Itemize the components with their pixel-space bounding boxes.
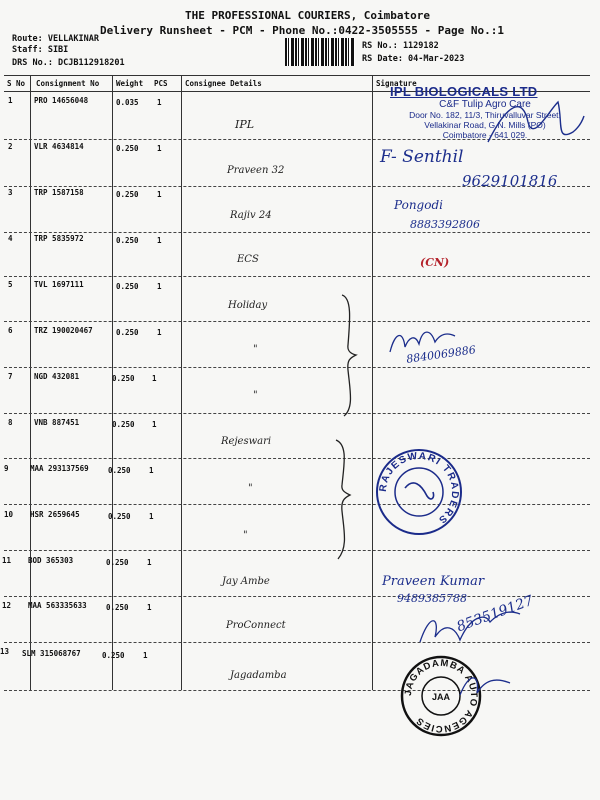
- col-header-sno: S No: [7, 79, 26, 88]
- row-consignee: ": [253, 390, 258, 401]
- row-weight: 0.250: [112, 374, 135, 383]
- row-consignee: ECS: [237, 254, 259, 265]
- row-pcs: 1: [149, 512, 154, 521]
- row-sno: 13: [0, 647, 10, 656]
- signature-row11-phone: 9489385788: [397, 592, 467, 605]
- row-sno: 6: [8, 326, 13, 335]
- row-consignee: ": [243, 530, 248, 541]
- signature-row2-name: F- Senthil: [380, 147, 464, 167]
- row-consignment-no: TRP 5835972: [34, 234, 84, 243]
- row-divider: [4, 596, 590, 597]
- row-weight: 0.250: [116, 144, 139, 153]
- stamp-line: C&F Tulip Agro Care: [439, 99, 531, 110]
- row-pcs: 1: [157, 144, 162, 153]
- row-divider: [4, 232, 590, 233]
- row-consignment-no: TRZ 190020467: [34, 326, 93, 335]
- row-consignment-no: MAA 563335633: [28, 601, 87, 610]
- col-header-pcs: PCS: [154, 79, 168, 88]
- row-consignee: Rejeswari: [221, 436, 272, 447]
- signature-scribble-icon: [478, 92, 588, 157]
- row-pcs: 1: [147, 603, 152, 612]
- row-weight: 0.250: [116, 282, 139, 291]
- staff-label: Staff: SIBI: [12, 45, 69, 55]
- row-consignee: Rajiv 24: [230, 210, 272, 221]
- company-title: THE PROFESSIONAL COURIERS, Coimbatore: [185, 9, 431, 22]
- row-sno: 3: [8, 188, 13, 197]
- row-divider: [4, 550, 590, 551]
- row-sno: 5: [8, 280, 13, 289]
- row-pcs: 1: [157, 236, 162, 245]
- barcode-image: [285, 38, 355, 66]
- row-pcs: 1: [157, 98, 162, 107]
- group-bracket-icon: [330, 290, 360, 420]
- row-divider: [4, 413, 590, 414]
- row-divider: [4, 504, 590, 505]
- row-consignment-no: MAA 293137569: [30, 464, 89, 473]
- drs-label: DRS No.: DCJB112918201: [12, 58, 125, 68]
- row-sno: 2: [8, 142, 13, 151]
- row-consignment-no: VLR 4634814: [34, 142, 84, 151]
- rs-date-label: RS Date: 04-Mar-2023: [362, 54, 465, 64]
- row-consignment-no: BOD 365303: [28, 556, 74, 565]
- row-sno: 1: [8, 96, 13, 105]
- row-consignment-no: SLM 315068767: [22, 649, 81, 658]
- row-weight: 0.250: [116, 236, 139, 245]
- row-consignee: ": [253, 344, 258, 355]
- row-weight: 0.250: [112, 420, 135, 429]
- row-pcs: 1: [157, 328, 162, 337]
- row-sno: 10: [4, 510, 14, 519]
- route-label: Route: VELLAKINAR: [12, 34, 99, 44]
- rajeswari-round-stamp: [375, 448, 463, 536]
- row-weight: 0.250: [116, 328, 139, 337]
- table-top-rule: [4, 75, 590, 76]
- row-divider: [4, 367, 590, 368]
- stamp-line: Door No. 182, 11/3, Thiruvalluvar Street,: [409, 110, 561, 120]
- row-divider: [4, 276, 590, 277]
- row-consignment-no: HSR 2659645: [30, 510, 80, 519]
- row-divider: [4, 458, 590, 459]
- col-header-consignment: Consignment No: [36, 79, 100, 88]
- row-consignee: Jay Ambe: [222, 576, 270, 587]
- stamp-company-name: IPL BIOLOGICALS LTD: [390, 84, 538, 99]
- runsheet-subtitle: Delivery Runsheet - PCM - Phone No.:0422-3505555 - Page No.:1: [100, 24, 504, 37]
- row-pcs: 1: [147, 558, 152, 567]
- row-weight: 0.250: [102, 651, 125, 660]
- row-consignment-no: TVL 1697111: [34, 280, 84, 289]
- row-consignment-no: NGD 432081: [34, 372, 80, 381]
- col-divider: [30, 76, 31, 690]
- signature-row6-phone: 8840069886: [405, 343, 477, 366]
- row-consignee: Praveen 32: [227, 165, 285, 176]
- row-sno: 12: [2, 601, 12, 610]
- signature-row2-phone: 9629101816: [462, 172, 558, 190]
- col-header-consignee: Consignee Details: [185, 79, 262, 88]
- signature-scribble-icon: [455, 665, 515, 705]
- signature-row3-phone: 8883392806: [410, 218, 480, 231]
- jagadamba-stamp-center: JAA: [431, 692, 451, 702]
- signature-row4-mark: (CN): [420, 256, 450, 269]
- jagadamba-stamp-text: JAGADAMBA AUTO AGENCIES: [402, 657, 480, 735]
- signature-row3-name: Pongodi: [394, 198, 443, 212]
- row-sno: 8: [8, 418, 13, 427]
- col-header-signature: Signature: [376, 79, 417, 88]
- row-sno: 7: [8, 372, 13, 381]
- row-consignee: ProConnect: [226, 620, 286, 631]
- col-divider: [112, 76, 113, 690]
- rs-no-label: RS No.: 1129182: [362, 41, 439, 51]
- rajeswari-stamp-text: RAJESWARI TRADERS: [377, 450, 461, 526]
- row-consignee: Jagadamba: [230, 670, 287, 681]
- row-pcs: 1: [143, 651, 148, 660]
- row-divider: [4, 321, 590, 322]
- row-consignment-no: PRO 14656048: [34, 96, 89, 105]
- stamp-line: Vellakinar Road, G.N. Mills (PO): [424, 120, 546, 130]
- stamp-line: Coimbatore - 641 029.: [442, 130, 528, 140]
- row-pcs: 1: [152, 374, 157, 383]
- row-consignee: IPL: [235, 118, 255, 131]
- row-weight: 0.250: [106, 558, 129, 567]
- row-weight: 0.250: [108, 512, 131, 521]
- row-consignee: Holiday: [228, 300, 268, 311]
- row-sno: 11: [2, 556, 12, 565]
- col-header-weight: Weight: [116, 79, 144, 88]
- row-weight: 0.250: [106, 603, 129, 612]
- row-sno: 4: [8, 234, 13, 243]
- group-bracket-icon: [330, 435, 360, 565]
- col-divider: [372, 76, 373, 690]
- row-weight: 0.250: [108, 466, 131, 475]
- row-pcs: 1: [157, 190, 162, 199]
- row-pcs: 1: [157, 282, 162, 291]
- row-sno: 9: [4, 464, 9, 473]
- row-consignment-no: VNB 887451: [34, 418, 80, 427]
- row-consignment-no: TRP 1587158: [34, 188, 84, 197]
- col-divider: [181, 76, 182, 690]
- row-pcs: 1: [152, 420, 157, 429]
- row-consignee: ": [248, 483, 253, 494]
- row-weight: 0.035: [116, 98, 139, 107]
- signature-row12-phone: 853519127: [454, 592, 536, 636]
- row-weight: 0.250: [116, 190, 139, 199]
- signature-row11-name: Praveen Kumar: [382, 574, 485, 589]
- row-pcs: 1: [149, 466, 154, 475]
